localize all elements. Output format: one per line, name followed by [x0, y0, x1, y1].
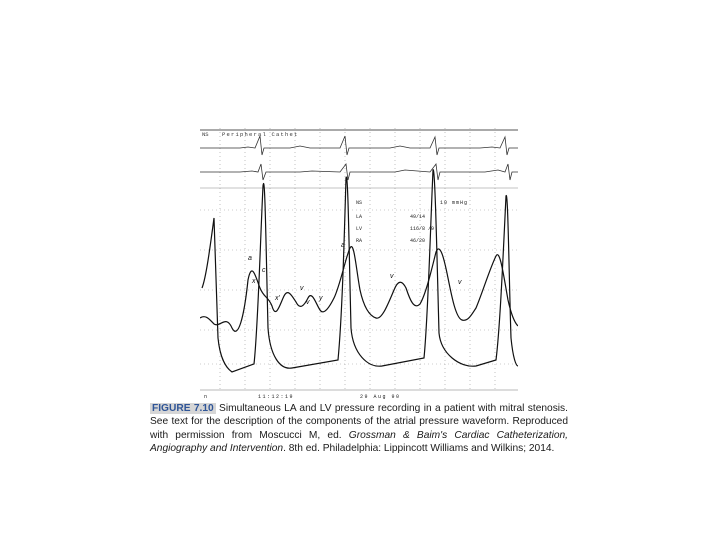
annotation-v-1: v — [300, 285, 304, 292]
footer-timestamp: 11:12:19 — [258, 394, 295, 400]
channel-label-2: LV — [356, 226, 363, 232]
footer-marker: n — [204, 394, 208, 400]
footer-date: 29 Aug 90 — [360, 394, 401, 400]
channel-label-1: LA — [356, 214, 363, 220]
channel-value-2: 116/8 /9 — [410, 226, 435, 232]
annotation-x-prime: x' — [275, 295, 280, 302]
caption-text-2: . 8th ed. Philadelphia: Lippincott Williams and Wilkins; 2014. — [283, 443, 555, 455]
annotation-v-2: v — [306, 299, 310, 306]
figure-label: FIGURE 7.10 — [152, 403, 214, 414]
annotation-v-3: v — [390, 273, 394, 280]
channel-value-3: 46/20 — [410, 238, 426, 244]
header-left-text: NS — [202, 131, 209, 138]
figure-caption — [150, 402, 568, 456]
header-top-text: Peripheral Cathet — [222, 131, 299, 138]
svg-text:10 mmHg: 10 mmHg — [440, 200, 469, 206]
caption-italic-title: Grossman & Baim's Cardiac Catheterization, Angiography and Intervention — [150, 429, 568, 455]
annotation-v-4: v — [458, 279, 462, 286]
annotation-y: y — [319, 295, 323, 302]
annotation-x: x — [252, 278, 256, 285]
readout-ns: NS — [356, 200, 363, 206]
annotation-c: c — [262, 267, 266, 274]
caption-text-1: Simultaneous LA and LV pressure recording in a patient with mitral stenosis. See text for the description of the components of the atrial pressure waveform. Reproduced with permission from Moscucci M, ed. — [150, 403, 568, 441]
channel-value-1: 49/14 — [410, 214, 426, 220]
annotation-a: a — [248, 255, 252, 262]
pressure-tracing-figure — [200, 128, 518, 400]
channel-label-3: RA — [356, 238, 363, 244]
annotation-a-2: a — [341, 242, 345, 249]
